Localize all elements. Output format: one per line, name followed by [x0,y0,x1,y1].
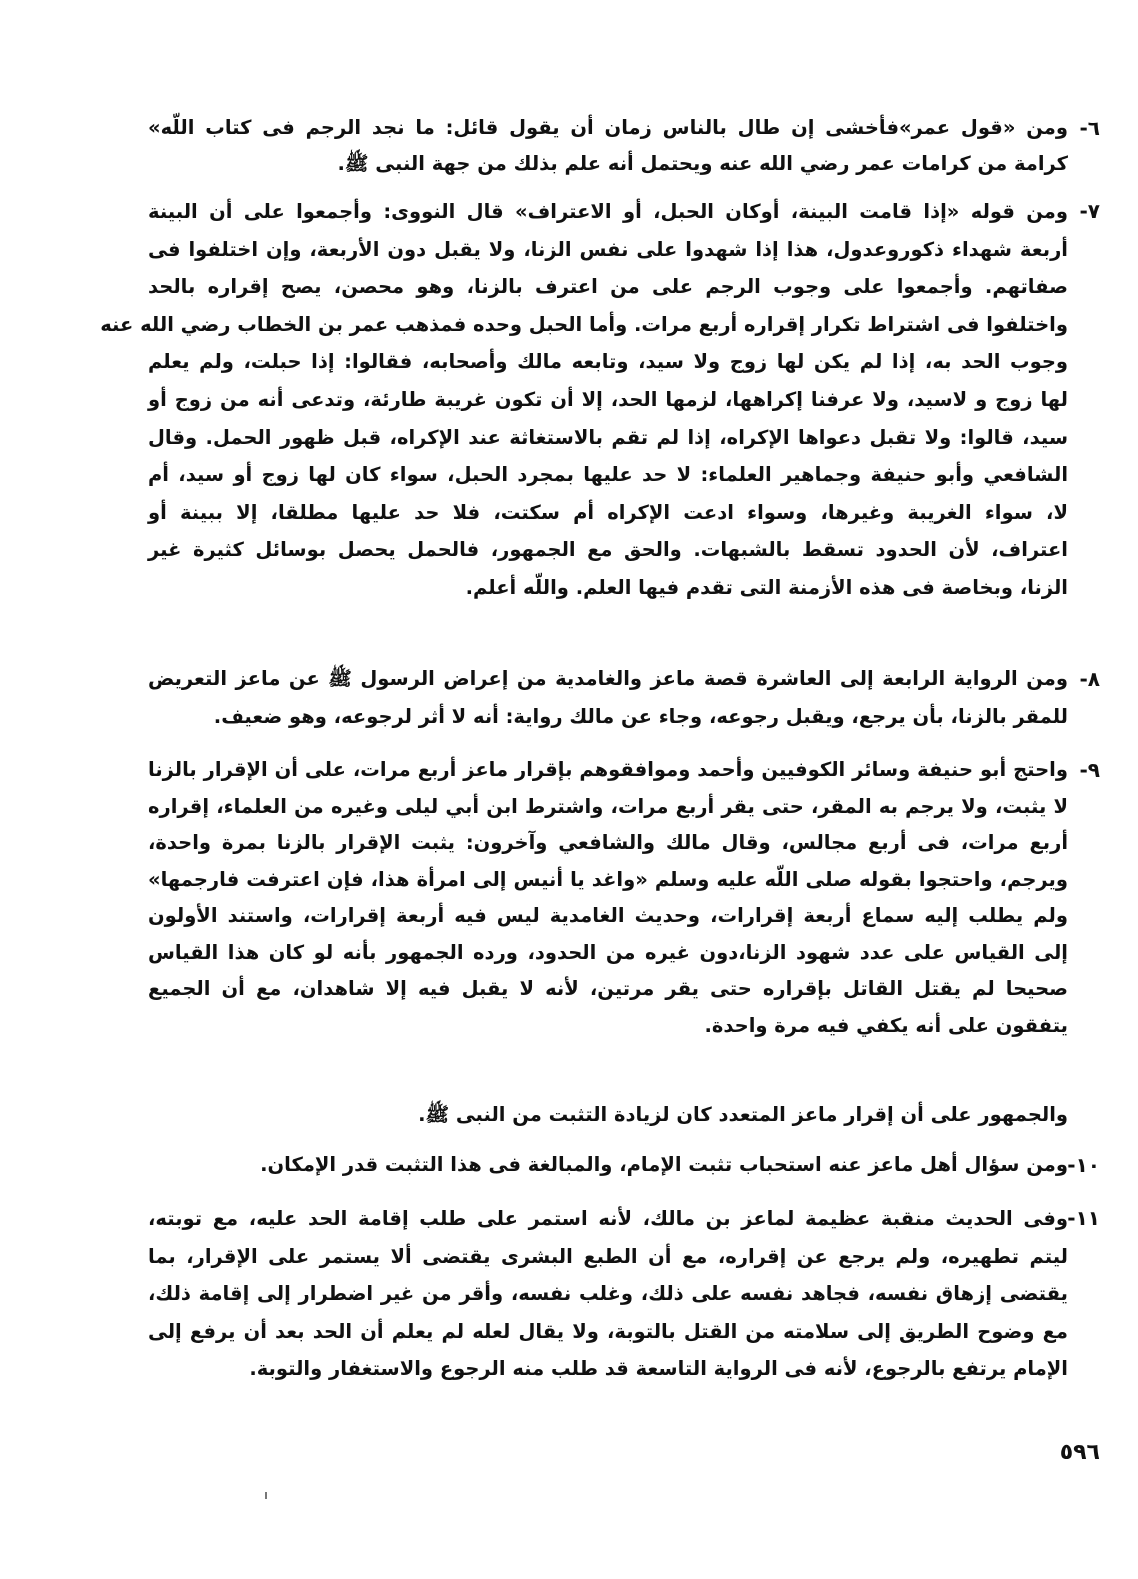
paragraph-text [148,110,1100,182]
text-line: إلى القياس على عدد شهود الزنا،دون غيره من الحدود، ورده الجمهور بأنه لو كان هذا القياس [148,940,1068,964]
text-line: ومن قوله «إذا قامت البينة، أوكان الحبل، أو الاعتراف» قال النووى: وأجمعوا على أن البينة [148,200,1068,223]
text-line: مع وضوح الطريق إلى سلامته من القتل بالتوبة، ولا يقال لعله لم يعلم أن الحد بعد أن يرفع إلى [148,1319,1068,1343]
paragraph-text [148,1147,1100,1183]
paragraph-conclusion [148,1097,1100,1133]
paragraph-11 [148,1200,1100,1388]
paragraph-number: ٩- [1079,758,1100,782]
paragraph-10 [148,1147,1100,1183]
paragraph-number: ٦- [1079,116,1100,140]
paragraph-text [148,660,1100,736]
paragraph-8 [148,660,1100,736]
text-line: الشافعي وأبو حنيفة وجماهير العلماء: لا حد عليها بمجرد الحبل، سواء كان لها زوج أو سيد، أم [148,463,1068,487]
text-line: لا، سواء الغريبة وغيرها، وسواء ادعت الإكراه أم سكتت، فلا حد عليها مطلقا، إلا ببينة أو [148,500,1068,524]
text-line: الإمام يرتفع بالرجوع، لأنه فى الرواية التاسعة قد طلب منه الرجوع والاستغفار والتوبة. [249,1357,1068,1381]
text-line: واحتج أبو حنيفة وسائر الكوفيين وأحمد وموافقوهم بإقرار ماعز أربع مرات، على أن الإقرار بالزنا [148,758,1068,781]
text-line: لها زوج و لاسيد، ولا عرفنا إكراهها، لزمها الحد، إلا أن تكون غريبة طارئة، وتدعى أنه من زوج أو [148,387,1068,411]
text-line: أربع مرات، فى أربع مجالس، وقال مالك والشافعي وآخرون: يثبت الإقرار بالزنا بمرة واحدة، [148,831,1068,854]
text-line: يتفقون على أنه يكفي فيه مرة واحدة. [704,1013,1068,1037]
text-line: صفاتهم. وأجمعوا على وجوب الرجم على من اعترف بالزنا، وهو محصن، يصح إقراره بالحد [148,275,1068,299]
text-line: سيد، قالوا: ولا تقبل دعواها الإكراه، إذا لم تقم بالاستغاثة عند الإكراه، قبل ظهور الحمل. وقال [148,425,1068,449]
text-line: للمقر بالزنا، بأن يرجع، ويقبل رجوعه، وجاء عن مالك رواية: أنه لا أثر لرجوعه، وهو ضعيف. [213,705,1068,728]
text-line: والجمهور على أن إقرار ماعز المتعدد كان لزيادة التثبت من النبى ﷺ. [418,1103,1068,1126]
text-line: ومن سؤال أهل ماعز عنه استحباب تثبت الإمام، والمبالغة فى هذا التثبت قدر الإمكان. [260,1153,1068,1176]
text-line: الزنا، وبخاصة فى هذه الأزمنة التى تقدم فيها العلم. واللّه أعلم. [465,575,1068,599]
text-line: كرامة من كرامات عمر رضي الله عنه ويحتمل أنه علم بذلك من جهة النبى ﷺ. [337,152,1068,175]
paragraph-text [148,752,1100,1044]
text-line: ومن «قول عمر»فأخشى إن طال بالناس زمان أن يقول قائل: ما نجد الرجم فى كتاب اللّه» [148,116,1068,139]
text-line: وفى الحديث منقبة عظيمة لماعز بن مالك، لأنه استمر على طلب إقامة الحد عليه، مع توبته، [148,1207,1068,1230]
text-line: اعتراف، لأن الحدود تسقط بالشبهات. والحق مع الجمهور، فالحمل يحصل بوسائل كثيرة غير [148,538,1068,562]
paragraph-text [100,193,1100,607]
text-line: صحيحا لم يقتل القاتل بإقراره حتى يقر مرتين، لأنه لا يقبل فيه إلا شاهدان، مع أن الجميع [148,977,1068,1000]
text-line: ولم يطلب إليه سماع أربعة إقرارات، وحديث الغامدية ليس فيه أربعة إقرارات، واستند الأولون [148,904,1068,927]
text-line: يقتضى إزهاق نفسه، فجاهد نفسه على ذلك، وغلب نفسه، وأقر من غير اضطرار إلى إقامة ذلك، [148,1282,1068,1306]
text-line: ومن الرواية الرابعة إلى العاشرة قصة ماعز والغامدية من إعراض الرسول ﷺ عن ماعز التعريض [148,667,1068,690]
text-line: لا يثبت، ولا يرجم به المقر، حتى يقر أربع مرات، واشترط ابن أبي ليلى وغيره من العلماء، إقراره [148,794,1068,818]
paragraph-number: ١١- [1067,1206,1100,1230]
paragraph-number: ١٠- [1067,1153,1100,1177]
paragraph-6 [148,110,1100,182]
text-line: أربعة شهداء ذكوروعدول، هذا إذا شهدوا على نفس الزنا، ولا يقبل دون الأربعة، وإن اختلفوا فى [148,237,1068,261]
paragraph-number: ٨- [1079,667,1100,691]
text-line: ويرجم، واحتجوا بقوله صلى اللّه عليه وسلم «واغد يا أنيس إلى امرأة هذا، فإن اعترفت فارجمها» [148,867,1068,891]
paragraph-9 [148,752,1100,1044]
text-line: وجوب الحد به، إذا لم يكن لها زوج ولا سيد، وتابعه مالك وأصحابه، فقالوا: إذا حبلت، ولم يعلم [148,350,1068,374]
paragraph-7 [100,193,1100,607]
paragraph-number: ٧- [1079,199,1100,223]
scan-speck [265,1492,267,1499]
paragraph-text [148,1097,1100,1133]
text-line: واختلفوا فى اشتراط تكرار إقراره أربع مرات. وأما الحبل وحده فمذهب عمر بن الخطاب رضي الله عنه [100,312,1068,336]
text-line: ليتم تطهيره، ولم يرجع عن إقراره، مع أن الطبع البشرى يقتضى ألا يستمر على الإقرار، بما [148,1244,1068,1268]
page-number: ٥٩٦ [1059,1440,1100,1465]
paragraph-text [148,1200,1100,1388]
